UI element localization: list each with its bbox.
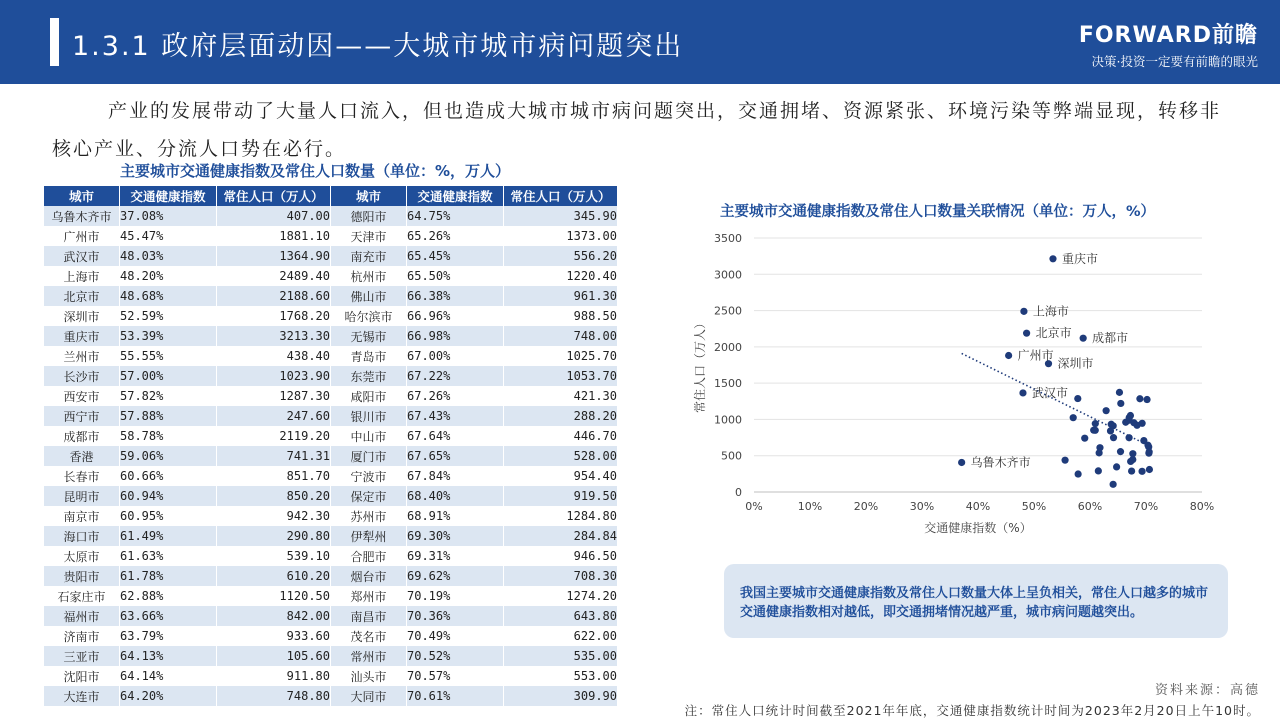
data-point bbox=[1128, 467, 1135, 474]
traffic-index-cell: 60.66% bbox=[120, 466, 217, 486]
data-point bbox=[1110, 481, 1117, 488]
data-point bbox=[1146, 466, 1153, 473]
population-cell: 911.80 bbox=[217, 666, 331, 686]
city-cell: 常州市 bbox=[331, 646, 407, 666]
traffic-index-cell: 57.00% bbox=[120, 366, 217, 386]
x-tick-label: 20% bbox=[853, 500, 879, 513]
population-cell: 247.60 bbox=[217, 406, 331, 426]
city-cell: 郑州市 bbox=[331, 586, 407, 606]
city-cell: 长春市 bbox=[44, 466, 120, 486]
traffic-index-cell: 59.06% bbox=[120, 446, 217, 466]
y-tick-label: 2500 bbox=[714, 304, 742, 318]
city-cell: 石家庄市 bbox=[44, 586, 120, 606]
population-cell: 1274.20 bbox=[504, 586, 618, 606]
population-cell: 842.00 bbox=[217, 606, 331, 626]
population-cell: 438.40 bbox=[217, 346, 331, 366]
point-label: 乌鲁木齐市 bbox=[970, 455, 1031, 470]
traffic-index-cell: 68.40% bbox=[407, 486, 504, 506]
city-cell: 宁波市 bbox=[331, 466, 407, 486]
traffic-index-cell: 60.95% bbox=[120, 506, 217, 526]
city-cell: 广州市 bbox=[44, 226, 120, 246]
city-cell: 银川市 bbox=[331, 406, 407, 426]
traffic-index-cell: 64.14% bbox=[120, 666, 217, 686]
population-cell: 946.50 bbox=[504, 546, 618, 566]
traffic-index-cell: 55.55% bbox=[120, 346, 217, 366]
traffic-index-cell: 66.98% bbox=[407, 326, 504, 346]
traffic-index-cell: 70.49% bbox=[407, 626, 504, 646]
city-cell: 青岛市 bbox=[331, 346, 407, 366]
population-cell: 942.30 bbox=[217, 506, 331, 526]
table-row bbox=[44, 446, 618, 466]
traffic-index-cell: 69.30% bbox=[407, 526, 504, 546]
point-label: 重庆市 bbox=[1061, 251, 1098, 266]
population-cell: 288.20 bbox=[504, 406, 618, 426]
chart-title: 主要城市交通健康指数及常住人口数量关联情况（单位：万人，%） bbox=[720, 204, 1156, 220]
population-cell: 988.50 bbox=[504, 306, 618, 326]
traffic-index-cell: 64.75% bbox=[407, 206, 504, 226]
traffic-index-cell: 66.96% bbox=[407, 306, 504, 326]
city-cell: 天津市 bbox=[331, 226, 407, 246]
population-cell: 3213.30 bbox=[217, 326, 331, 346]
brand-logo: FORWARD前瞻 bbox=[1078, 23, 1258, 48]
traffic-index-cell: 66.38% bbox=[407, 286, 504, 306]
traffic-index-cell: 64.13% bbox=[120, 646, 217, 666]
table-row bbox=[44, 646, 618, 666]
city-cell: 昆明市 bbox=[44, 486, 120, 506]
column-header: 常住人口（万人） bbox=[504, 186, 618, 206]
city-cell: 乌鲁木齐市 bbox=[44, 206, 120, 226]
city-cell: 三亚市 bbox=[44, 646, 120, 666]
data-point bbox=[1143, 396, 1150, 403]
traffic-index-cell: 70.52% bbox=[407, 646, 504, 666]
header-bar bbox=[0, 0, 1280, 84]
population-cell: 284.84 bbox=[504, 526, 618, 546]
city-cell: 香港 bbox=[44, 446, 120, 466]
x-tick-label: 40% bbox=[965, 500, 991, 513]
table-row bbox=[44, 486, 618, 506]
table-row bbox=[44, 546, 618, 566]
population-cell: 1025.70 bbox=[504, 346, 618, 366]
city-cell: 西宁市 bbox=[44, 406, 120, 426]
table-row bbox=[44, 606, 618, 626]
x-tick-label: 10% bbox=[797, 500, 823, 513]
population-cell: 1364.90 bbox=[217, 246, 331, 266]
population-cell: 1120.50 bbox=[217, 586, 331, 606]
data-point bbox=[1113, 463, 1120, 470]
data-point bbox=[1117, 400, 1124, 407]
traffic-index-cell: 58.78% bbox=[120, 426, 217, 446]
population-cell: 2489.40 bbox=[217, 266, 331, 286]
point-label: 上海市 bbox=[1032, 304, 1069, 319]
traffic-index-cell: 70.61% bbox=[407, 686, 504, 706]
column-header: 城市 bbox=[44, 186, 120, 206]
city-cell: 东莞市 bbox=[331, 366, 407, 386]
x-tick-label: 80% bbox=[1189, 500, 1215, 513]
population-cell: 539.10 bbox=[217, 546, 331, 566]
city-cell: 深圳市 bbox=[44, 306, 120, 326]
traffic-index-cell: 60.94% bbox=[120, 486, 217, 506]
data-point bbox=[1080, 335, 1087, 342]
city-cell: 厦门市 bbox=[331, 446, 407, 466]
traffic-index-cell: 48.03% bbox=[120, 246, 217, 266]
population-cell: 622.00 bbox=[504, 626, 618, 646]
page-title: 1.3.1 政府层面动因——大城市城市病问题突出 bbox=[72, 31, 684, 62]
y-tick-label: 0 bbox=[735, 486, 742, 499]
population-cell: 748.00 bbox=[504, 326, 618, 346]
population-cell: 954.40 bbox=[504, 466, 618, 486]
intro-paragraph: 产业的发展带动了大量人口流入，但也造成大城市城市病问题突出，交通拥堵、资源紧张、环境污染等弊端显现，转移非核心产业、分流人口势在必行。 bbox=[52, 100, 1222, 160]
population-cell: 1053.70 bbox=[504, 366, 618, 386]
x-axis-label: 交通健康指数（%） bbox=[924, 521, 1032, 535]
city-cell: 大同市 bbox=[331, 686, 407, 706]
data-point bbox=[1092, 427, 1099, 434]
population-cell: 1220.40 bbox=[504, 266, 618, 286]
population-cell: 748.80 bbox=[217, 686, 331, 706]
population-cell: 105.60 bbox=[217, 646, 331, 666]
city-cell: 上海市 bbox=[44, 266, 120, 286]
point-label: 成都市 bbox=[1092, 331, 1129, 346]
table-row bbox=[44, 286, 618, 306]
population-cell: 961.30 bbox=[504, 286, 618, 306]
population-cell: 421.30 bbox=[504, 386, 618, 406]
data-point bbox=[1110, 422, 1117, 429]
data-point bbox=[1074, 395, 1081, 402]
data-point bbox=[1019, 389, 1026, 396]
table-row bbox=[44, 426, 618, 446]
data-point bbox=[1070, 414, 1077, 421]
point-label: 广州市 bbox=[1017, 348, 1054, 363]
traffic-index-cell: 48.68% bbox=[120, 286, 217, 306]
data-point bbox=[1127, 412, 1134, 419]
city-cell: 无锡市 bbox=[331, 326, 407, 346]
population-cell: 556.20 bbox=[504, 246, 618, 266]
traffic-index-cell: 70.19% bbox=[407, 586, 504, 606]
city-cell: 杭州市 bbox=[331, 266, 407, 286]
population-cell: 741.31 bbox=[217, 446, 331, 466]
traffic-index-cell: 67.22% bbox=[407, 366, 504, 386]
data-point bbox=[1110, 434, 1117, 441]
city-cell: 重庆市 bbox=[44, 326, 120, 346]
population-cell: 535.00 bbox=[504, 646, 618, 666]
population-cell: 1284.80 bbox=[504, 506, 618, 526]
population-cell: 643.80 bbox=[504, 606, 618, 626]
data-point bbox=[1138, 468, 1145, 475]
city-cell: 伊犁州 bbox=[331, 526, 407, 546]
population-cell: 2119.20 bbox=[217, 426, 331, 446]
traffic-index-cell: 61.49% bbox=[120, 526, 217, 546]
traffic-index-cell: 67.84% bbox=[407, 466, 504, 486]
traffic-index-cell: 61.63% bbox=[120, 546, 217, 566]
city-cell: 海口市 bbox=[44, 526, 120, 546]
data-point bbox=[1049, 255, 1056, 262]
table-header-row bbox=[44, 186, 618, 206]
data-point bbox=[1095, 467, 1102, 474]
city-cell: 武汉市 bbox=[44, 246, 120, 266]
point-label: 深圳市 bbox=[1057, 356, 1094, 371]
traffic-index-cell: 37.08% bbox=[120, 206, 217, 226]
city-cell: 太原市 bbox=[44, 546, 120, 566]
population-cell: 1373.00 bbox=[504, 226, 618, 246]
population-cell: 933.60 bbox=[217, 626, 331, 646]
data-point bbox=[1092, 420, 1099, 427]
table-row bbox=[44, 666, 618, 686]
city-cell: 西安市 bbox=[44, 386, 120, 406]
population-cell: 345.90 bbox=[504, 206, 618, 226]
y-tick-label: 500 bbox=[721, 449, 742, 463]
table-row bbox=[44, 306, 618, 326]
y-tick-label: 3500 bbox=[714, 232, 742, 245]
table-body bbox=[44, 206, 618, 706]
population-cell: 2188.60 bbox=[217, 286, 331, 306]
table-row bbox=[44, 506, 618, 526]
traffic-index-cell: 63.66% bbox=[120, 606, 217, 626]
data-point bbox=[1075, 470, 1082, 477]
traffic-index-cell: 70.57% bbox=[407, 666, 504, 686]
city-cell: 保定市 bbox=[331, 486, 407, 506]
traffic-index-cell: 67.65% bbox=[407, 446, 504, 466]
point-label: 北京市 bbox=[1035, 326, 1072, 341]
data-point bbox=[1136, 395, 1143, 402]
brand bbox=[1079, 18, 1258, 70]
city-cell: 沈阳市 bbox=[44, 666, 120, 686]
city-cell: 烟台市 bbox=[331, 566, 407, 586]
traffic-index-cell: 45.47% bbox=[120, 226, 217, 246]
table-row bbox=[44, 406, 618, 426]
data-point bbox=[1061, 457, 1068, 464]
city-cell: 南充市 bbox=[331, 246, 407, 266]
x-tick-label: 70% bbox=[1133, 500, 1159, 513]
traffic-index-cell: 64.20% bbox=[120, 686, 217, 706]
population-cell: 528.00 bbox=[504, 446, 618, 466]
table-row bbox=[44, 586, 618, 606]
data-point bbox=[1023, 330, 1030, 337]
city-cell: 汕头市 bbox=[331, 666, 407, 686]
traffic-index-cell: 63.79% bbox=[120, 626, 217, 646]
population-cell: 1768.20 bbox=[217, 306, 331, 326]
city-cell: 济南市 bbox=[44, 626, 120, 646]
population-cell: 851.70 bbox=[217, 466, 331, 486]
traffic-index-cell: 67.43% bbox=[407, 406, 504, 426]
data-point bbox=[1139, 420, 1146, 427]
x-tick-label: 60% bbox=[1077, 500, 1103, 513]
city-cell: 苏州市 bbox=[331, 506, 407, 526]
x-tick-label: 30% bbox=[909, 500, 935, 513]
city-cell: 德阳市 bbox=[331, 206, 407, 226]
traffic-index-cell: 53.39% bbox=[120, 326, 217, 346]
table-title: 主要城市交通健康指数及常住人口数量（单位：%，万人） bbox=[120, 162, 511, 180]
footnote: 注：常住人口统计时间截至2021年年底，交通健康指数统计时间为2023年2月20日上午10时。 bbox=[684, 703, 1260, 718]
population-cell: 610.20 bbox=[217, 566, 331, 586]
data-point bbox=[1146, 448, 1153, 455]
y-tick-label: 1500 bbox=[714, 377, 742, 391]
traffic-index-cell: 61.78% bbox=[120, 566, 217, 586]
traffic-index-cell: 67.26% bbox=[407, 386, 504, 406]
traffic-index-cell: 52.59% bbox=[120, 306, 217, 326]
table-row bbox=[44, 626, 618, 646]
population-cell: 1023.90 bbox=[217, 366, 331, 386]
city-cell: 大连市 bbox=[44, 686, 120, 706]
data-point bbox=[958, 459, 965, 466]
column-header: 交通健康指数 bbox=[120, 186, 217, 206]
population-cell: 553.00 bbox=[504, 666, 618, 686]
population-cell: 1287.30 bbox=[217, 386, 331, 406]
city-cell: 中山市 bbox=[331, 426, 407, 446]
traffic-index-cell: 57.88% bbox=[120, 406, 217, 426]
data-point bbox=[1020, 308, 1027, 315]
table-row bbox=[44, 226, 618, 246]
table-row bbox=[44, 246, 618, 266]
city-cell: 哈尔滨市 bbox=[331, 306, 407, 326]
table-row bbox=[44, 206, 618, 226]
data-point bbox=[1005, 352, 1012, 359]
city-data-table bbox=[44, 186, 618, 706]
city-cell: 南京市 bbox=[44, 506, 120, 526]
traffic-index-cell: 48.20% bbox=[120, 266, 217, 286]
population-cell: 407.00 bbox=[217, 206, 331, 226]
table-row bbox=[44, 526, 618, 546]
table-row bbox=[44, 386, 618, 406]
city-cell: 佛山市 bbox=[331, 286, 407, 306]
population-cell: 309.90 bbox=[504, 686, 618, 706]
column-header: 交通健康指数 bbox=[407, 186, 504, 206]
city-cell: 长沙市 bbox=[44, 366, 120, 386]
city-cell: 合肥市 bbox=[331, 546, 407, 566]
brand-slogan: 决策·投资一定要有前瞻的眼光 bbox=[1091, 54, 1258, 69]
x-tick-label: 50% bbox=[1021, 500, 1047, 513]
data-point bbox=[1096, 444, 1103, 451]
y-tick-label: 3000 bbox=[714, 268, 742, 282]
city-cell: 贵阳市 bbox=[44, 566, 120, 586]
table-row bbox=[44, 366, 618, 386]
traffic-index-cell: 69.62% bbox=[407, 566, 504, 586]
traffic-index-cell: 68.91% bbox=[407, 506, 504, 526]
data-point bbox=[1129, 450, 1136, 457]
traffic-index-cell: 67.00% bbox=[407, 346, 504, 366]
city-cell: 福州市 bbox=[44, 606, 120, 626]
city-cell: 北京市 bbox=[44, 286, 120, 306]
city-cell: 南昌市 bbox=[331, 606, 407, 626]
traffic-index-cell: 70.36% bbox=[407, 606, 504, 626]
city-cell: 茂名市 bbox=[331, 626, 407, 646]
population-cell: 446.70 bbox=[504, 426, 618, 446]
traffic-index-cell: 69.31% bbox=[407, 546, 504, 566]
y-tick-label: 1000 bbox=[714, 413, 742, 427]
data-point bbox=[1081, 435, 1088, 442]
traffic-index-cell: 65.45% bbox=[407, 246, 504, 266]
column-header: 常住人口（万人） bbox=[217, 186, 331, 206]
city-cell: 成都市 bbox=[44, 426, 120, 446]
population-cell: 708.30 bbox=[504, 566, 618, 586]
traffic-index-cell: 57.82% bbox=[120, 386, 217, 406]
population-cell: 919.50 bbox=[504, 486, 618, 506]
table-row bbox=[44, 686, 618, 706]
data-point bbox=[1125, 434, 1132, 441]
city-cell: 兰州市 bbox=[44, 346, 120, 366]
column-header: 城市 bbox=[331, 186, 407, 206]
traffic-index-cell: 65.50% bbox=[407, 266, 504, 286]
population-cell: 1881.10 bbox=[217, 226, 331, 246]
summary-box: 我国主要城市交通健康指数及常住人口数量大体上呈负相关，常住人口越多的城市交通健康指数相对越低，即交通拥堵情况越严重，城市病问题越突出。 bbox=[724, 564, 1228, 638]
y-axis-label: 常住人口（万人） bbox=[693, 316, 707, 414]
city-cell: 咸阳市 bbox=[331, 386, 407, 406]
data-point bbox=[1103, 407, 1110, 414]
traffic-index-cell: 65.26% bbox=[407, 226, 504, 246]
scatter-chart bbox=[690, 225, 1220, 545]
data-point bbox=[1116, 389, 1123, 396]
point-label: 武汉市 bbox=[1031, 385, 1068, 400]
table-row bbox=[44, 266, 618, 286]
population-cell: 290.80 bbox=[217, 526, 331, 546]
traffic-index-cell: 62.88% bbox=[120, 586, 217, 606]
source-note: 资料来源：高德 bbox=[1154, 683, 1260, 698]
table-row bbox=[44, 326, 618, 346]
traffic-index-cell: 67.64% bbox=[407, 426, 504, 446]
data-point bbox=[1117, 448, 1124, 455]
y-tick-label: 2000 bbox=[714, 340, 742, 354]
table-row bbox=[44, 346, 618, 366]
title-accent-bar bbox=[50, 18, 59, 66]
table-row bbox=[44, 566, 618, 586]
x-tick-label: 0% bbox=[745, 500, 763, 513]
population-cell: 850.20 bbox=[217, 486, 331, 506]
table-row bbox=[44, 466, 618, 486]
